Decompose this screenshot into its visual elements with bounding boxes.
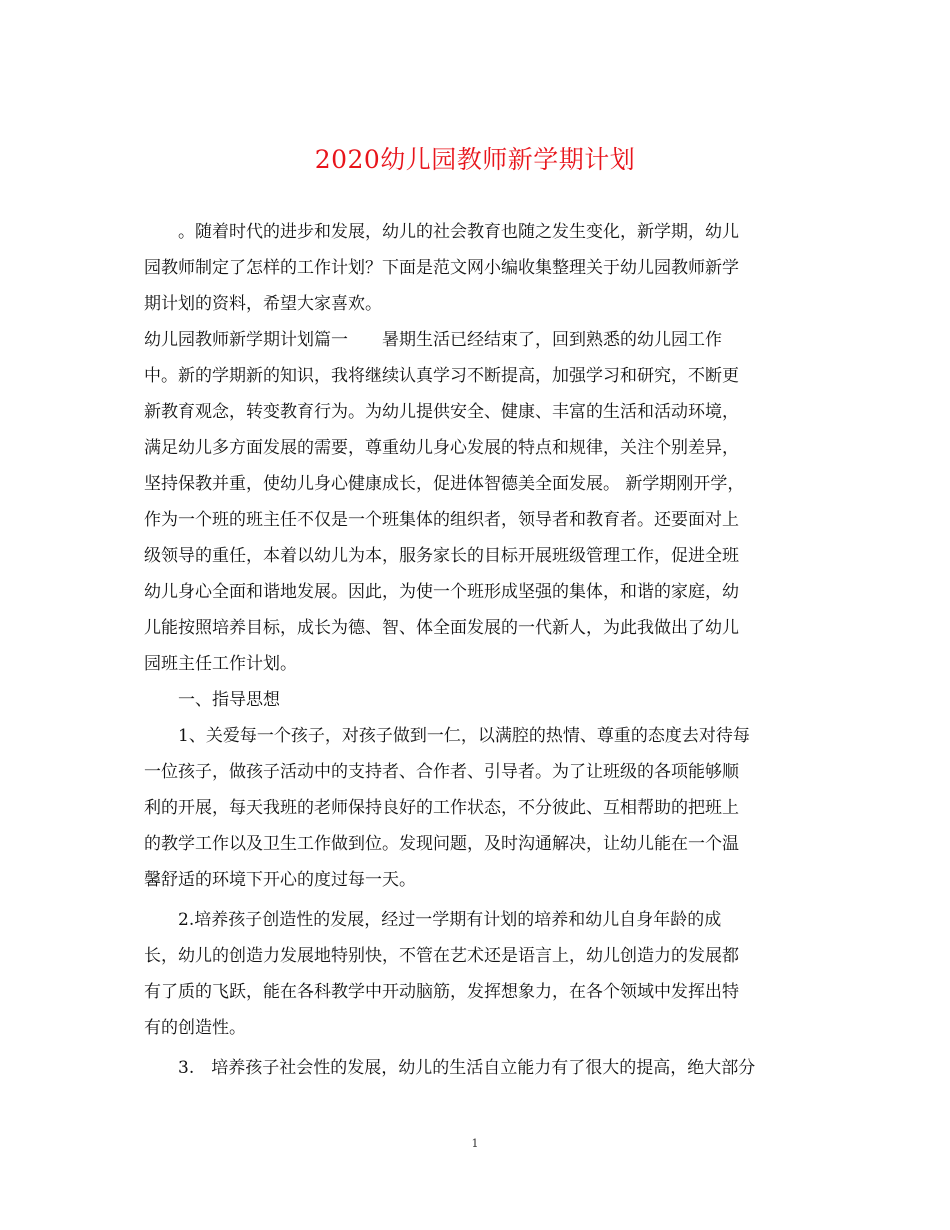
section1-line: 园班主任工作计划。 (144, 654, 297, 674)
point2-line: 有了质的飞跃，能在各科教学中开动脑筋，发挥想象力，在各个领域中发挥出特 (144, 982, 739, 1002)
point3-line: 3. 培养孩子社会性的发展，幼儿的生活自立能力有了很大的提高，绝大部分 (178, 1058, 756, 1078)
point1-line: 的教学工作以及卫生工作做到位。发现问题，及时沟通解决，让幼儿能在一个温 (144, 834, 739, 854)
point2-line: 2.培养孩子创造性的发展，经过一学期有计划的培养和幼儿自身年龄的成 (178, 910, 722, 930)
section1-line: 满足幼儿多方面发展的需要，尊重幼儿身心发展的特点和规律，关注个别差异， (144, 438, 739, 458)
intro-line: 。随着时代的进步和发展，幼儿的社会教育也随之发生变化，新学期，幼儿 (178, 222, 739, 242)
intro-line: 园教师制定了怎样的工作计划？下面是范文网小编收集整理关于幼儿园教师新学 (144, 258, 739, 278)
section1-line: 新教育观念，转变教育行为。为幼儿提供安全、健康、丰富的生活和活动环境， (144, 402, 739, 422)
section1-line: 儿能按照培养目标，成长为德、智、体全面发展的一代新人，为此我做出了幼儿 (144, 618, 739, 638)
page-number: 1 (471, 1137, 479, 1150)
point1-line: 利的开展，每天我班的老师保持良好的工作状态，不分彼此、互相帮助的把班上 (144, 798, 739, 818)
section1-line: 作为一个班的班主任不仅是一个班集体的组织者，领导者和教育者。还要面对上 (144, 510, 739, 530)
section1-line: 中。新的学期新的知识，我将继续认真学习不断提高，加强学习和研究，不断更 (144, 366, 739, 386)
section-heading: 一、指导思想 (178, 690, 280, 710)
point1-line: 一位孩子，做孩子活动中的支持者、合作者、引导者。为了让班级的各项能够顺 (144, 762, 739, 782)
point2-line: 有的创造性。 (144, 1018, 246, 1038)
point1-line: 馨舒适的环境下开心的度过每一天。 (144, 870, 416, 890)
document-title: 2020幼儿园教师新学期计划 (314, 145, 636, 174)
document-body (144, 214, 806, 1086)
section1-line: 坚持保教并重，使幼儿身心健康成长，促进体智德美全面发展。 新学期刚开学， (144, 474, 745, 494)
point1-line: 1、关爱每一个孩子，对孩子做到一仁，以满腔的热情、尊重的态度去对待每 (178, 726, 750, 746)
section1-line: 幼儿园教师新学期计划篇一 暑期生活已经结束了，回到熟悉的幼儿园工作 (144, 330, 722, 350)
section1-line: 幼儿身心全面和谐地发展。因此，为使一个班形成坚强的集体，和谐的家庭，幼 (144, 582, 739, 602)
section1-line: 级领导的重任，本着以幼儿为本，服务家长的目标开展班级管理工作，促进全班 (144, 546, 739, 566)
point2-line: 长，幼儿的创造力发展地特别快，不管在艺术还是语言上，幼儿创造力的发展都 (144, 946, 739, 966)
intro-line: 期计划的资料，希望大家喜欢。 (144, 294, 382, 314)
